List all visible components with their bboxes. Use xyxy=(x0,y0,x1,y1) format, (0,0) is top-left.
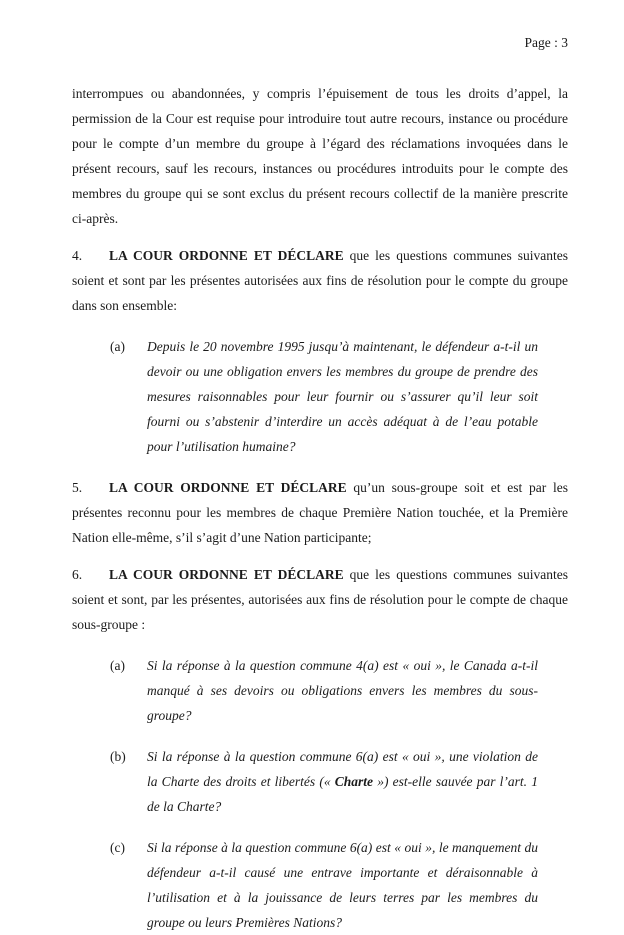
subitem-6c-marker: (c) xyxy=(110,840,125,855)
subitem-4a-text xyxy=(147,334,538,459)
section-4-body: que les questions communes suivantes soient et sont par les présentes autorisées aux fins de résolution pour le compte du groupe dans son ensemble: xyxy=(72,248,568,313)
subitem-6c xyxy=(110,835,538,935)
section-6 xyxy=(72,562,568,637)
subitem-4a-marker: (a) xyxy=(110,339,125,354)
subitem-4a xyxy=(110,334,538,459)
subitem-6c-text xyxy=(147,835,538,935)
subitem-6a xyxy=(110,653,538,728)
subitem-6b-text xyxy=(147,744,538,819)
subitem-4a-text-run: Depuis le 20 novembre 1995 jusqu’à maintenant, le défendeur a-t-il un devoir ou une obligation envers les membres du groupe de prendre des mesures raisonnables pour leur fournir ou s’assurer qu’il leur soit fourni ou s’abstenir d’interdire un accès adéquat à de l’eau potable pour l’utilisation humaine? xyxy=(147,339,538,454)
section-4 xyxy=(72,243,568,318)
subitem-6b xyxy=(110,744,538,819)
section-6-body: que les questions communes suivantes soient et sont, par les présentes, autorisées aux fins de résolution pour le compte de chaque sous-groupe : xyxy=(72,567,568,632)
subitem-6b-text-run2: ») est-elle sauvée par l’art. 1 de la Charte? xyxy=(147,774,538,814)
subitem-6b-marker: (b) xyxy=(110,749,126,764)
subitem-6c-text-run: Si la réponse à la question commune 6(a) est « oui », le manquement du défendeur a-t-il causé une entrave importante et déraisonnable à l’utilisation et à la jouissance de leurs terres par les membres du groupe ou leurs Premières Nations? xyxy=(147,840,538,930)
subitem-6b-text-run1: Si la réponse à la question commune 6(a) est « oui », une violation de la Charte des droits et libertés (« xyxy=(147,749,538,789)
page-number-label: Page : 3 xyxy=(524,35,568,50)
section-6-lead: LA COUR ORDONNE ET DÉCLARE xyxy=(109,567,344,582)
subitem-6b-bold-term: Charte xyxy=(334,774,374,789)
subitem-6a-marker: (a) xyxy=(110,658,125,673)
subitem-6a-text xyxy=(147,653,538,728)
subitem-6a-text-run: Si la réponse à la question commune 4(a) est « oui », le Canada a-t-il manqué à ses devoirs ou obligations envers les membres du sous-groupe? xyxy=(147,658,538,723)
section-4-lead: LA COUR ORDONNE ET DÉCLARE xyxy=(109,248,344,263)
section-5 xyxy=(72,475,568,550)
section-5-body: qu’un sous-groupe soit et est par les présentes reconnu pour les membres de chaque Première Nation touchée, et la Première Nation elle-même, s’il s’agit d’une Nation participante; xyxy=(72,480,568,545)
intro-paragraph: interrompues ou abandonnées, y compris l’épuisement de tous les droits d’appel, la permission de la Cour est requise pour introduire tout autre recours, instance ou procédure pour le compte d’un membre du groupe à l’égard des réclamations invoquées dans le présent recours, sauf les recours, instances ou procédures introduits pour le compte des membres du groupe qui se sont exclus du présent recours collectif de la manière prescrite ci-après. xyxy=(72,86,568,226)
section-4-number: 4. xyxy=(72,248,83,263)
section-5-number: 5. xyxy=(72,480,83,495)
section-6-number: 6. xyxy=(72,567,83,582)
section-5-lead: LA COUR ORDONNE ET DÉCLARE xyxy=(109,480,347,495)
